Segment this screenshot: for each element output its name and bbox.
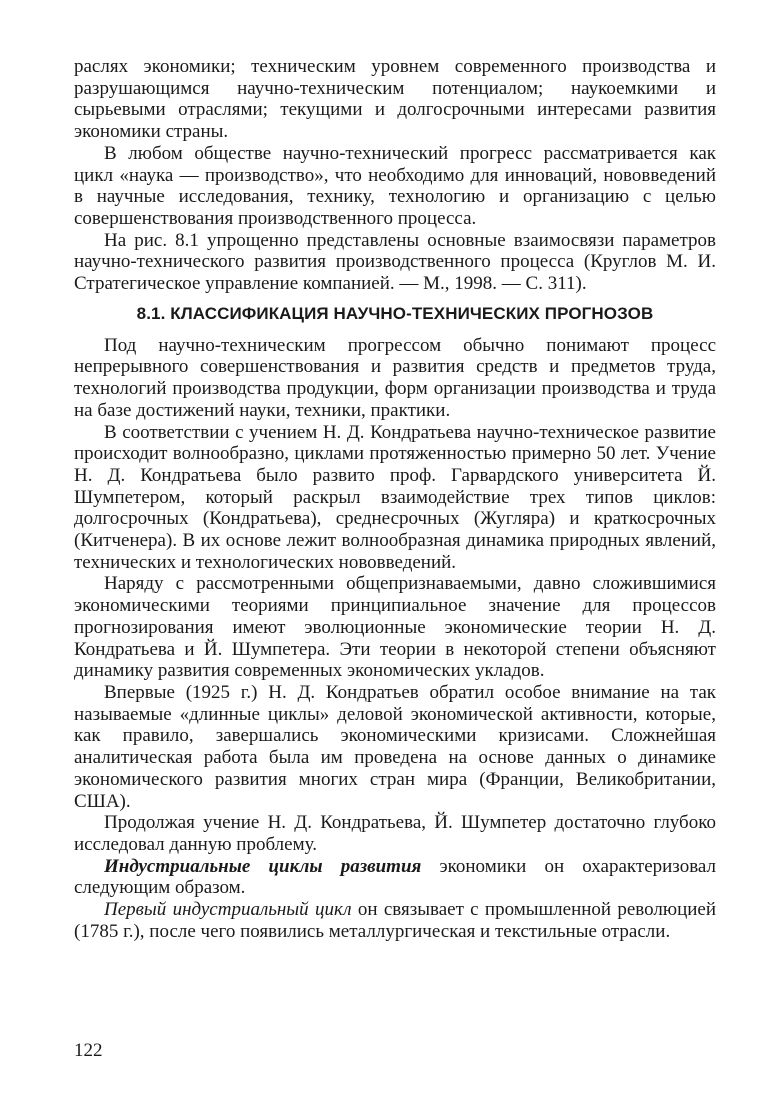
paragraph-industrial-cycles [74, 856, 716, 899]
paragraph-schumpeter: Продолжая учение Н. Д. Кондратьева, Й. Шумпетер достаточно глубоко исследовал данную проблему. [74, 812, 716, 855]
first-cycle-text: он связывает с промышленной революцией (1785 г.), после чего появились металлургическая и текстильные отрасли. [74, 899, 717, 942]
term-first-cycle: Первый индустриальный цикл [104, 899, 352, 921]
paragraph-kondratiev-waves: В соответствии с учением Н. Д. Кондратьева научно-техническое развитие происходит волнообразно, циклами протяженностью примерно 50 лет. Учение Н. Д. Кондратьева было развито проф. Гарвардского университета Й. Шумпетером, который раскрыл взаимодействие трех типов циклов: долгосрочных (Кондратьева), среднесрочных (Жугляра) и краткосрочных (Китченера). В их основе лежит волнообразная динамика природных явлений, технических и технологических нововведений. [74, 421, 716, 573]
paragraph-long-cycles: Впервые (1925 г.) Н. Д. Кондратьев обратил особое внимание на так называемые «длинные циклы» деловой экономической активности, которые, как правило, завершались экономическими кризисами. Сложнейшая аналитическая работа была им проведена на основе данных о динамике экономического развития многих стран мира (Франции, Великобритании, США). [74, 681, 716, 812]
paragraph-first-cycle [74, 899, 716, 942]
paragraph-definition-progress: Под научно-техническим прогрессом обычно понимают процесс непрерывного совершенствования и развития средств и предметов труда, технологий производства продукции, форм организации производства и труда на базе достижений науки, техники, практики. [74, 334, 716, 421]
paragraph-continuation: раслях экономики; техническим уровнем современного производства и разрушающимся научно-техническим потенциалом; наукоемкими и сырьевыми отраслями; текущими и долгосрочными интересами развития экономики страны. [74, 56, 716, 143]
paragraph-figure-reference: На рис. 8.1 упрощенно представлены основные взаимосвязи параметров научно-технического развития производственного процесса (Круглов М. И. Стратегическое управление компанией. — М., 1998. — С. 311). [74, 229, 716, 295]
paragraph-cycle-science-production: В любом обществе научно-технический прогресс рассматривается как цикл «наука — производство», что необходимо для инноваций, нововведений в научные исследования, технику, технологию и организацию с целью совершенствования производственного процесса. [74, 142, 716, 229]
term-industrial-cycles: Индустриальные циклы развития [104, 855, 422, 877]
page-number: 122 [74, 1040, 103, 1061]
paragraph-evolutionary-theories: Наряду с рассмотренными общепризнаваемыми, давно сложившимися экономическими теориями принципиальное значение для процессов прогнозирования имеют эволюционные экономические теории Н. Д. Кондратьева и Й. Шумпетера. Эти теории в некоторой степени объясняют динамику развития современных экономических укладов. [74, 573, 716, 682]
section-heading: 8.1. КЛАССИФИКАЦИЯ НАУЧНО-ТЕХНИЧЕСКИХ ПРОГНОЗОВ [136, 303, 654, 323]
industrial-cycles-text: экономики он охарактеризовал следующим образом. [74, 855, 716, 899]
page-body [74, 56, 716, 942]
